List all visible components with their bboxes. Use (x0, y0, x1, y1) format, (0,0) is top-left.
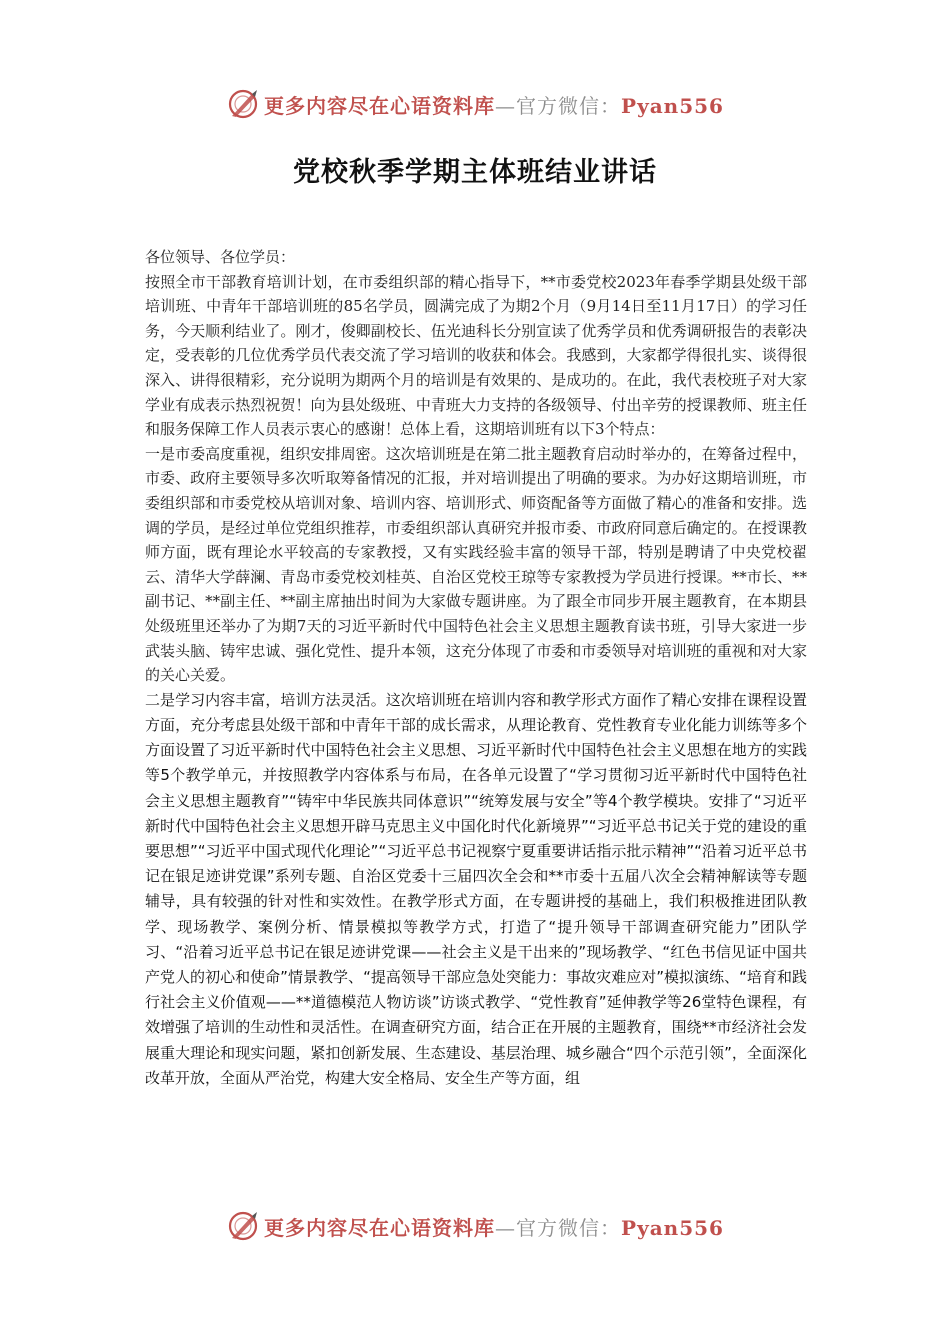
quill-logo-icon (226, 87, 260, 121)
quill-logo-icon (226, 1209, 260, 1243)
watermark-banner-bottom (0, 1206, 950, 1246)
document-title: 党校秋季学期主体班结业讲话 (293, 157, 657, 188)
feature-two-paragraph: 二是学习内容丰富，培训方法灵活。这次培训班在培训内容和教学形式方面作了精心安排在课程设置方面，充分考虑县处级干部和中青年干部的成长需求，从理论教育、党性教育专业化能力训练等多个方面设置了习近平新时代中国特色社会主义思想、习近平新时代中国特色社会主义思想在地方的实践等5个教学单元，并按照教学内容体系与布局，在各单元设置了“学习贯彻习近平新时代中国特色社会主义思想主题教育”“铸牢中华民族共同体意识”“统筹发展与安全”等4个教学模块。安排了“习近平新时代中国特色社会主义思想开辟马克思主义中国化时代化新境界”“习近平总书记关于党的建设的重要思想”“习近平中国式现代化理论”“习近平总书记视察宁夏重要讲话指示批示精神”“沿着习近平总书记在银足迹讲党课”系列专题、自治区党委十三届四次全会和**市委十五届八次全会精神解读等专题辅导，具有较强的针对性和实效性。在教学形式方面，在专题讲授的基础上，我们积极推进团队教学、现场教学、案例分析、情景模拟等教学方式，打造了“提升领导干部调查研究能力”团队学习、“沿着习近平总书记在银足迹讲党课——社会主义是干出来的”现场教学、“红色书信见证中国共产党人的初心和使命”情景教学、“提高领导干部应急处突能力：事故灾难应对”模拟演练、“培育和践行社会主义价值观——**道德模范人物访谈”访谈式教学、“党性教育”延伸教学等26堂特色课程，有效增强了培训的生动性和灵活性。在调查研究方面，结合正在开展的主题教育，围绕**市经济社会发展重大理论和现实问题，紧扣创新发展、生态建设、基层治理、城乡融合“四个示范引领”，全面深化改革开放，全面从严治党，构建大安全格局、安全生产等方面，组 (145, 690, 807, 1087)
watermark-text: 更多内容尽在心语资料库—官方微信：Pyan556 (264, 93, 724, 118)
feature-one-paragraph: 一是市委高度重视，组织安排周密。这次培训班是在第二批主题教育启动时举办的，在筹备过程中，市委、政府主要领导多次听取筹备情况的汇报，并对培训提出了明确的要求。为办好这期培训班，市委组织部和市委党校从培训对象、培训内容、培训形式、师资配备等方面做了精心的准备和安排。选调的学员，是经过单位党组织推荐，市委组织部认真研究并报市委、市政府同意后确定的。在授课教师方面，既有理论水平较高的专家教授，又有实践经验丰富的领导干部，特别是聘请了中央党校翟云、清华大学薛澜、青岛市委党校刘桂英、自治区党校王琼等专家教授为学员进行授课。**市长、**副书记、**副主任、**副主席抽出时间为大家做专题讲座。为了跟全市同步开展主题教育，在本期县处级班里还举办了为期7天的习近平新时代中国特色社会主义思想主题教育读书班，引导大家进一步武装头脑、铸牢忠诚、强化党性、提升本领，这充分体现了市委和市委领导对培训班的重视和对大家的关心关爱。 (145, 444, 807, 685)
document-body (145, 245, 807, 1091)
intro-paragraph: 按照全市干部教育培训计划，在市委组织部的精心指导下，**市委党校2023年春季学期县处级干部培训班、中青年干部培训班的85名学员，圆满完成了为期2个月（9月14日至11月17日）的学习任务，今天顺利结业了。刚才，俊卿副校长、伍光迪科长分别宣读了优秀学员和优秀调研报告的表彰决定，受表彰的几位优秀学员代表交流了学习培训的收获和体会。我感到，大家都学得很扎实、谈得很深入、讲得很精彩，充分说明为期两个月的培训是有效果的、是成功的。在此，我代表校班子对大家学业有成表示热烈祝贺！向为县处级班、中青班大力支持的各级领导、付出辛劳的授课教师、班主任和服务保障工作人员表示衷心的感谢！总体上看，这期培训班有以下3个特点： (145, 272, 807, 439)
watermark-text: 更多内容尽在心语资料库—官方微信：Pyan556 (264, 1215, 724, 1240)
greeting-paragraph: 各位领导、各位学员： (145, 248, 296, 266)
watermark-banner-top (0, 84, 950, 124)
